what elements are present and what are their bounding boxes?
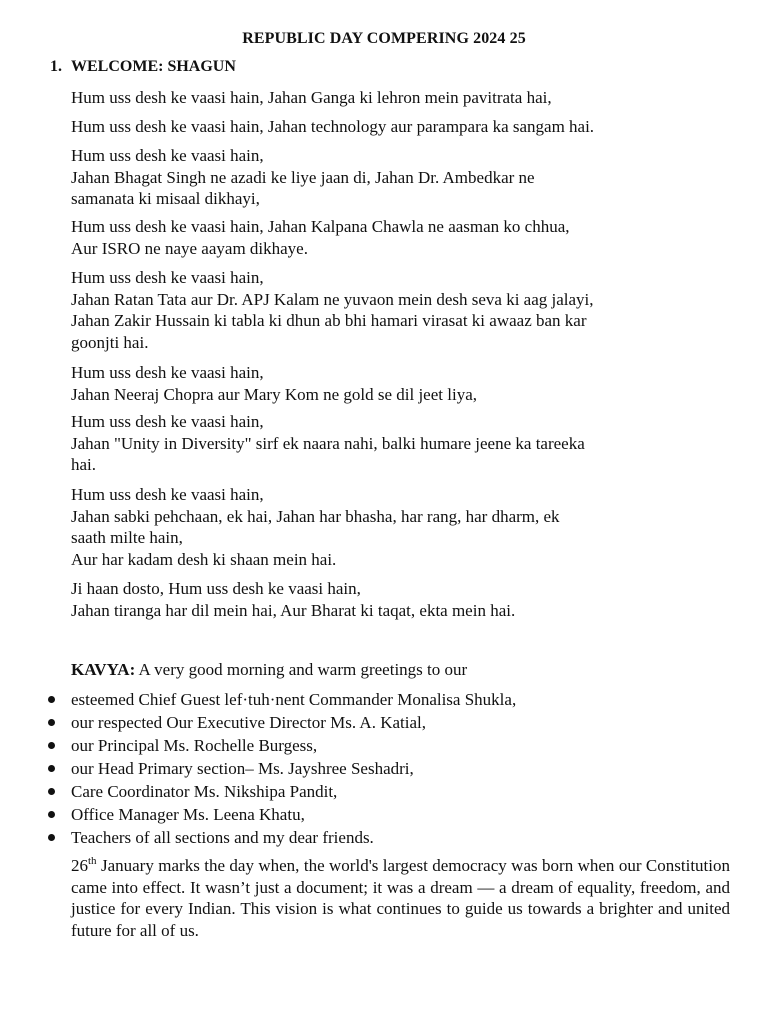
greeting-line bbox=[71, 659, 467, 681]
list-item-text: our respected Our Executive Director Ms. A. Katial, bbox=[71, 713, 426, 732]
bullet-icon bbox=[48, 696, 55, 703]
verse-stanza bbox=[71, 267, 736, 353]
bullet-icon bbox=[48, 742, 55, 749]
verse-line: Hum uss desh ke vaasi hain, Jahan Ganga ki lehron mein pavitrata hai, bbox=[71, 88, 552, 107]
list-item bbox=[0, 780, 768, 803]
bullet-icon bbox=[48, 788, 55, 795]
verse-stanza bbox=[71, 87, 736, 109]
bullet-icon bbox=[48, 719, 55, 726]
verse-line: saath milte hain, bbox=[71, 528, 183, 547]
speaker-name: KAVYA: bbox=[71, 660, 136, 679]
list-item bbox=[0, 803, 768, 826]
verse-stanza bbox=[71, 484, 736, 570]
verse-line: Jahan Zakir Hussain ki tabla ki dhun ab bhi hamari virasat ki awaaz ban kar bbox=[71, 311, 587, 330]
list-item bbox=[0, 826, 768, 849]
verse-line: Hum uss desh ke vaasi hain, Jahan Kalpana Chawla ne aasman ko chhua, bbox=[71, 217, 570, 236]
list-item bbox=[0, 688, 768, 711]
bullet-icon bbox=[48, 811, 55, 818]
verse-stanza bbox=[71, 145, 736, 210]
verse-line: Aur ISRO ne naye aayam dikhaye. bbox=[71, 238, 308, 258]
body-paragraph bbox=[71, 855, 730, 942]
verse-line: Jahan "Unity in Diversity" sirf ek naara nahi, balki humare jeene ka tareeka bbox=[71, 433, 585, 453]
verse-line: Jahan Neeraj Chopra aur Mary Kom ne gold se dil jeet liya, bbox=[71, 384, 477, 404]
verse-line: Hum uss desh ke vaasi hain, Jahan technology aur parampara ka sangam hai. bbox=[71, 117, 595, 136]
verse-line: Hum uss desh ke vaasi hain, bbox=[71, 485, 264, 504]
verse-line: Hum uss desh ke vaasi hain, bbox=[71, 268, 264, 287]
verse-line: Hum uss desh ke vaasi hain, bbox=[71, 146, 264, 165]
verse-stanza bbox=[71, 578, 736, 621]
guest-list bbox=[0, 688, 768, 849]
verse-line: Jahan sabki pehchaan, ek hai, Jahan har bhasha, har rang, har dharm, ek bbox=[71, 506, 560, 526]
verse-line: samanata ki misaal dikhayi, bbox=[71, 189, 260, 208]
verse-line: Jahan tiranga har dil mein hai, Aur Bharat ki taqat, ekta mein hai. bbox=[71, 600, 516, 620]
verse-line: goonjti hai. bbox=[71, 332, 149, 352]
document-title: REPUBLIC DAY COMPERING 2024 25 bbox=[242, 30, 526, 47]
verse-stanza bbox=[71, 411, 736, 476]
paragraph-lead: 26 bbox=[71, 856, 88, 875]
greeting-text: A very good morning and warm greetings to our bbox=[135, 660, 468, 679]
paragraph-text: January marks the day when, the world's largest democracy was born when our Constitution came into effect. It wasn’t just a document; it was a dream — a dream of equality, freedom, and justice for every Indian. This vision is what continues to guide us towards a brighter and united future for all of us. bbox=[71, 856, 730, 941]
verse-line: Ji haan dosto, Hum uss desh ke vaasi hain, bbox=[71, 579, 361, 598]
paragraph-superscript: th bbox=[88, 855, 97, 867]
list-item-text: esteemed Chief Guest lef·tuh·nent Commander Monalisa Shukla, bbox=[71, 690, 517, 709]
bullet-icon bbox=[48, 834, 55, 841]
verse-line: Hum uss desh ke vaasi hain, bbox=[71, 363, 264, 382]
verse-line: Aur har kadam desh ki shaan mein hai. bbox=[71, 549, 337, 569]
list-item-text: our Principal Ms. Rochelle Burgess, bbox=[71, 736, 318, 755]
verse-line: Jahan Ratan Tata aur Dr. APJ Kalam ne yuvaon mein desh seva ki aag jalayi, bbox=[71, 289, 594, 309]
verse-line: hai. bbox=[71, 455, 97, 474]
list-item-text: Care Coordinator Ms. Nikshipa Pandit, bbox=[71, 782, 338, 801]
section-heading-text: WELCOME: SHAGUN bbox=[71, 58, 236, 75]
list-item bbox=[0, 734, 768, 757]
verse-line: Jahan Bhagat Singh ne azadi ke liye jaan di, Jahan Dr. Ambedkar ne bbox=[71, 167, 535, 187]
verse-line: Hum uss desh ke vaasi hain, bbox=[71, 412, 264, 431]
verse-stanza bbox=[71, 362, 736, 405]
verse-stanza bbox=[71, 216, 736, 259]
bullet-icon bbox=[48, 765, 55, 772]
list-item-text: Office Manager Ms. Leena Khatu, bbox=[71, 805, 305, 824]
list-item-text: Teachers of all sections and my dear friends. bbox=[71, 828, 374, 847]
verse-stanza bbox=[71, 116, 736, 138]
section-heading bbox=[50, 57, 236, 77]
list-item bbox=[0, 711, 768, 734]
list-item-text: our Head Primary section– Ms. Jayshree Seshadri, bbox=[71, 759, 414, 778]
section-number: 1. bbox=[50, 58, 62, 75]
list-item bbox=[0, 757, 768, 780]
